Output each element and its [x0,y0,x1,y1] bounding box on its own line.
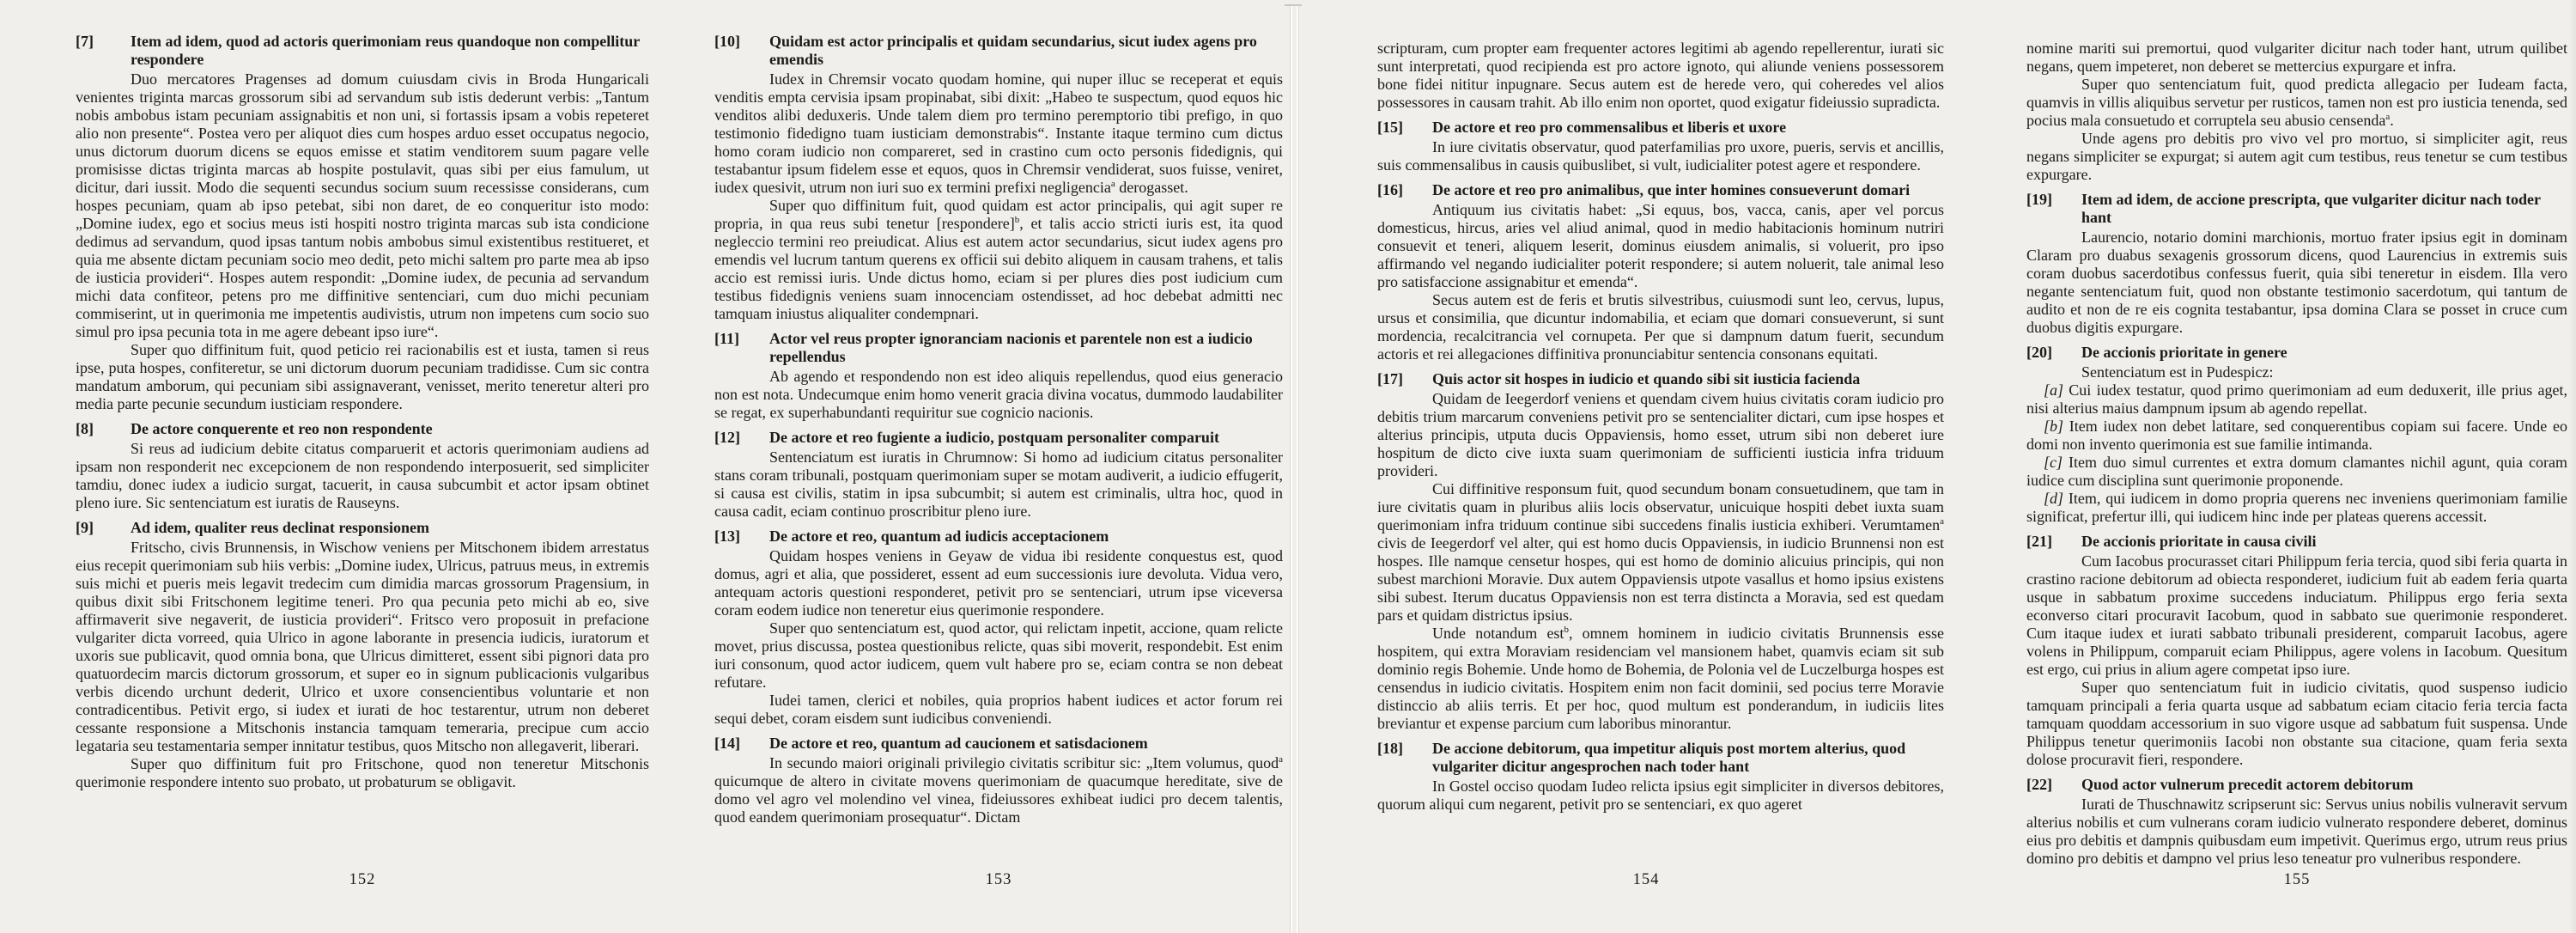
section-number: [7] [76,33,94,50]
section-heading [714,330,1283,366]
section-title: De actore et reo pro commensalibus et liberis et uxore [1432,119,1787,136]
section-number: [17] [1377,370,1403,387]
paragraph: Super quo diffinitum fuit, quod peticio rei racionabilis est et iusta, tamen si reus ipse, puta hospes, confiteretur, se uni dictorum duorum pecuniam tradidisse. Cum sic contra mandatum amborum, qui pecuniam sibi assignaverant, venisset, merito teneretur alteri pro media parte pecunie secundum iusticiam respondere. [76,341,649,412]
section-number: [11] [714,330,739,347]
page-edge-line [1297,5,1298,933]
page-column-152 [76,26,649,791]
section-number: [20] [2026,344,2052,361]
page-number: 153 [985,871,1012,888]
section-number: [15] [1377,119,1403,136]
scan-right-edge [2569,0,2576,933]
section-number: [16] [1377,181,1403,198]
section-number: [19] [2026,191,2052,208]
section-number: [14] [714,735,740,752]
section-heading [1377,181,1944,199]
section-number: [9] [76,519,94,536]
paragraph: Sentenciatum est in Pudespicz: [2081,363,2274,381]
paragraph: Antiquum ius civitatis habet: „Si equus, bos, vacca, canis, aper vel porcus domesticus, hircus, aries vel aliud animal, quod in medio habitacionis hominum nutriri consuevit et teneri, aliquem leserit, dominus eiusdem animalis, si voluerit, pro ipso affirmando vel negando iudicialiter poterit respondere; si autem noluerit, tale animal leso pro satisfaccione assignabitur et emenda“. [1377,201,1944,290]
section-heading [76,519,649,537]
paragraph: [c] Item duo simul currentes et extra domum clamantes nichil agunt, quia coram iudice cum disciplina sunt querimonie proponende. [2026,454,2567,489]
section-number: [8] [76,420,94,437]
section-title: Quod actor vulnerum precedit actorem debitorum [2081,776,2414,793]
section-number: [12] [714,429,740,446]
section-number: [10] [714,33,740,50]
section-title: De accione debitorum, qua impetitur aliquis post mortem alterius, quod vulgariter dicitur angesprochen nach toder hant [1432,740,1906,775]
page-edge-tick [1285,4,1302,6]
section-title: Ad idem, qualiter reus declinat responsionem [131,519,430,536]
section-heading [714,527,1283,546]
section-heading [2026,776,2567,794]
section-number: [21] [2026,533,2052,550]
section-title: De accionis prioritate in genere [2081,344,2287,361]
paragraph: scripturam, cum propter eam frequenter actores legitimi ab agendo repellerentur, iurati sic sunt interpretati, quod recipienda est pro actore ignoto, qui aliunde veniens possessorem bone fidei nititur inpugnare. Secus autem est de herede vero, qui coheredes vel alios possessores in causam trahit. Ab illo enim non oportet, quod exigatur fideiussio supradicta. [1377,40,1944,111]
section-title: Quis actor sit hospes in iudicio et quando sibi sit iusticia facienda [1432,370,1861,387]
section-title: Actor vel reus propter ignoranciam nacionis et parentele non est a iudicio repellendus [769,330,1253,365]
list-marker: [c] [2044,454,2063,471]
section-heading [1377,370,1944,388]
list-marker: [a] [2044,381,2064,399]
paragraph: Unde notandum est$^b$, omnem hominem in iudicio civitatis Brunnensis esse hospitem, qui extra Moraviam residenciam vel mansionem habet, quamvis eciam sit sub dominio regis Bohemie. Unde homo de Bohemia, de Polonia vel de Luczelburga hospes est censendus in iudicio civitatis. Hospitem enim non facit dominii, sed pocius terre Moravie distinccio ab aliis terris. Et per hoc, quod multum est ponderandum, in iudiciis lites breviantur et expense parcium cum laboribus minorantur. [1377,625,1944,732]
paragraph: Ab agendo et respondendo non est ideo aliquis repellendus, quod eius generacio non est nota. Undecumque enim homo venerit gracia divina vocatus, dummodo laudabiliter se regat, ex superhabundanti requiritur sue cognicio nacionis. [714,368,1283,421]
paragraph: Super quo diffinitum fuit pro Fritschone, quod non teneretur Mitschonis querimonie respondere intento suo probato, ut probaturum se obligavit. [76,755,649,790]
section-title: De actore et reo, quantum ad caucionem et satisdacionem [769,735,1148,752]
list-marker: [d] [2044,490,2064,507]
paragraph: [b] Item iudex non debet latitare, sed conquerentibus copiam sui facere. Unde eo domi non invento querimonia est sue familie intimanda. [2026,418,2567,453]
section-heading [2026,533,2567,551]
section-heading [2026,191,2567,227]
paragraph: Super quo diffinitum fuit, quod quidam est actor principalis, qui agit super re propria, in qua reus subi tenetur [respondere]$^b$, et talis accio stricti iuris est, ita quod negleccio termini reo preiudicat. Alius est autem actor secundarius, sicut iudex agens pro emendis vel lucrum tantum querens ex officii sui debito aliquem in causam trahens, et talis accio est remissi iuris. Unde dictus homo, eciam si per plures dies post iudicium cum testibus fidedignis veniens suam innocenciam ostendisset, ad hoc debebat admitti nec tamquam iniustus aliqualiter condempnari. [714,197,1283,322]
section-heading [2026,344,2567,362]
page-number: 152 [349,871,376,888]
section-title: De actore conquerente et reo non respondente [131,420,433,437]
paragraph: Cum Iacobus procurasset citari Philippum feria tercia, quod sibi feria quarta in crastino racione debitorum ad obiecta responderet, iudicium fuit ab eadem feria quarta usque in sabbatum proxime succedens induciatum. Philippus ergo feria sexta econverso citari procuravit Iacobum, quod in sabbato sue querimonie responderet. Cum itaque iudex et iurati sabbato tribunali presiderent, comparuit Iacobus, agere volens in Philippum, comparuit eciam Philippus, agere volens in Iacobum. Quesitum est ergo, cui prius in alium agere competat ipso iure. [2026,552,2567,678]
paragraph: Super quo sentenciatum fuit in iudicio civitatis, quod suspenso iudicio tamquam principali a feria quarta usque ad sabbatum eciam citacio feria tercia facta tamquam quoddam accessorium in suo vigore usque ad sabbatum fuit suspensa. Unde Philippus tenetur querimoniis Iacobi non obstante sua citacione, quam feria sexta dolose procuravit fieri, respondere. [2026,679,2567,768]
paragraph: In secundo maiori originali privilegio civitatis scribitur sic: „Item volumus, quod$^a$ quicumque de altero in civitate movens querimoniam de quacumque hereditate, sive de domo vel agro vel molendino vel vinea, fideiussores exhibeat iudici pro decem talentis, quod eandem querimoniam prosequatur“. Dictam [714,754,1283,826]
paragraph: Laurencio, notario domini marchionis, mortuo frater ipsius egit in dominam Claram pro duabus sexagenis grossorum dicens, quod Laurencius in extremis suis coram duobus sacerdotibus confessus fuerit, quia sibi teneretur in eisdem. Illa vero negante sentenciatum fuit, quod non obstante testimonio sacerdotum, qui tantum de audito et non de re eis cognita testabantur, ipsa domina Clara se posset in cruce cum duobus digitis expurgare. [2026,229,2567,336]
paragraph: Si reus ad iudicium debite citatus comparuerit et actoris querimoniam audiens ad ipsam non responderit nec excepcionem de non respondendo interposuerit, sed simpliciter tamdiu, donec iudex a iudicio surgat, tacuerit, in causa subcumbit et actor ipsam obtinet pleno iure. Sic sentenciatum est iuratis de Rauseyns. [76,440,649,511]
section-heading [714,429,1283,447]
paragraph: Sentenciatum est iuratis in Chrumnow: Si homo ad iudicium citatus personaliter stans coram tribunali, postquam querimoniam super se motam audiverit, a iudicio effugerit, si causa est civilis, statim in ipsa subcumbit; si autem est criminalis, ultra hoc, quod in causa cadit, eciam continuo proscribitur pleno iure. [714,448,1283,520]
page-number: 154 [1632,871,1660,888]
page-column-155 [2026,40,2567,868]
section-heading [714,735,1283,753]
page-column-153 [714,26,1283,826]
paragraph: In Gostel occiso quodam Iudeo relicta ipsius egit simpliciter in diversos debitores, quorum aliqui cum negarent, petivit pro se sentenciari, ex quo ageret [1377,778,1944,813]
section-number: [18] [1377,740,1403,757]
section-title: Item ad idem, quod ad actoris querimoniam reus quandoque non compellitur respondere [131,33,640,68]
section-heading [1377,119,1944,137]
paragraph: Duo mercatores Pragenses ad domum cuiusdam civis in Broda Hungaricali venientes triginta marcas grossorum sibi ad servandum sub istis dederunt verbis: „Tantum nobis ambobus istam pecuniam assignabitis et non uni, si fortassis ipsam a vobis repeteret alio non presente“. Postea vero per aliquot dies cum hospes arduo esset occupatus negocio, unus dictorum duorum dicens se equos emisse et statim venditorem suum pagare velle promisisse dictas triginta marcas ab hospite postulavit, quas sibi per eius famulum, ut dicitur, dari iussit. Modo die sequenti secundus socium suum recessisse considerans, cum hospes pecuniam, quam ab ipso petebat, sibi non daret, de eo conqueritur isto modo: „Domine iudex, ego et socius meus isti hospiti nostro triginta marcas sub ista condicione dedimus ad servandum, quod ipsas tantum nobis ambobus simul existentibus restitueret, et quia me absente dictam pecuniam socio meo dedit, peto michi saltem pro parte mea ab ipso de iusticia provideri“. Hospes autem respondit: „Domine iudex, de pecunia ad servandum michi data confiteor, petens pro me diffinitive sentenciari, cum duo michi pecuniam commiserint, ut in querimonia me impetentis audivistis, utrum non impetens cum socio suo simul pro ipsa pecunia tota in me agere debeant ipso iure“. [76,70,649,340]
section-title: De actore et reo pro animalibus, que inter homines consueverunt domari [1432,181,1911,198]
paragraph: Iudei tamen, clerici et nobiles, quia proprios habent iudices et actor forum rei sequi debet, coram eisdem sunt iudicibus conveniendi. [714,692,1283,727]
section-title: De actore et reo, quantum ad iudicis acceptacionem [769,527,1109,545]
paragraph: Iudex in Chremsir vocato quodam homine, qui nuper illuc se receperat et equis venditis empta cervisia ipsam propinabat, sibi dixit: „Habeo te suspectum, quod equos hic venditos alibi deduxeris. Unde talem diem pro termino peremptorio tibi prefigo, in quo testimonio fidedigno tuam iusticiam demonstrabis“. Instante itaque termino cum dictus homo coram iudicio non compareret, sed in crastino cum octo personis fidedignis, qui testabantur ipsum fidelem esse et equos, quos in Chremsir vendiderat, suos fuisse, veniret, iudex quesivit, utrum non iuri suo ex termini prefixi negligencia$^a$ derogasset. [714,70,1283,196]
section-title: De actore et reo fugiente a iudicio, postquam personaliter comparuit [769,429,1219,446]
paragraph: Cui diffinitive responsum fuit, quod secundum bonam consuetudinem, que tam in iure civitatis quam in pluribus aliis locis observatur, unicuique hospiti debet iuxta suam querimoniam infra triduum continue sibi succedens finalis iusticia exhiberi. Verumtamen$^a$ civis de Ieegerdorf vel alter, qui est homo ducis Oppaviensis, in iudicio Brunnensi non est hospes. Ille namque censetur hospes, qui est homo de dominio alicuius principis, qui non subest marchioni Moravie. Dux autem Oppaviensis utpote vasallus et homo ipsius existens sibi subest. Iterum ducatus Oppaviensis non est terra distincta a Moravia, sed est quedam pars et quidam districtus ipsius. [1377,480,1944,624]
paragraph: Secus autem est de feris et brutis silvestribus, cuiusmodi sunt leo, cervus, lupus, ursus et consimilia, que dicuntur indomabilia, et eciam que domari consueverunt, si sunt mordencia, recalcitrancia vel cornupeta. Per que si dampnum datum fuerit, secundum actoris et rei allegaciones diffinitiva pronunciabitur sentencia consonans equitati. [1377,291,1944,363]
paragraph: Iurati de Thuschnawitz scripserunt sic: Servus unius nobilis vulneravit servum alterius nobilis et cum vulnerans coram iudicio vulnerato respondere deberet, dominus eius pro debitis et dampnis quibusdam eum impetivit. Querimus ergo, utrum reus prius domino pro debitis et dampno vel prius leso teneatur pro vulneribus respondere. [2026,796,2567,867]
page-number: 155 [2283,871,2311,888]
paragraph: Quidam de Ieegerdorf veniens et quendam civem huius civitatis coram iudicio pro debitis trium marcarum conveniens petivit pro se sentencialiter dictari, cum ipse hospes et alterius principis, utputa ducis Oppaviensis, homo esset, utrum sibi non deberet iure hospitum de dicto cive iuxta suam querimoniam de sufficienti iusticia infra triduum provideri. [1377,390,1944,479]
section-title: Item ad idem, de accione prescripta, que vulgariter dicitur nach toder hant [2081,191,2541,226]
section-heading [1377,740,1944,776]
paragraph: Super quo sentenciatum est, quod actor, qui relictam inpetit, accione, quam relicte movet, prius discussa, postea questionibus relicte, quas sibi moverit, respondebit. Est enim iuri consonum, quod actor iudicem, quem vult habere pro se, eciam contra se non debeat refutare. [714,619,1283,691]
section-number: [13] [714,527,740,545]
page-edge-line [1291,5,1292,933]
paragraph: [d] Item, qui iudicem in domo propria querens nec inveniens querimoniam familie significat, prefertur illi, qui iudicem hinc inde per plateas querens accessit. [2026,490,2567,525]
list-marker: [b] [2044,418,2064,435]
section-heading [714,33,1283,69]
section-heading [76,33,649,69]
section-title: Quidam est actor principalis et quidam secundarius, sicut iudex agens pro emendis [769,33,1257,68]
paragraph: Fritscho, civis Brunnensis, in Wischow veniens per Mitschonem ibidem arrestatus eius recepit querimoniam sub hiis verbis: „Domine iudex, Ulricus, patruus meus, in extremis suis michi et pueris meis legavit tredecim cum dimidia marcas grossorum Pragensium, in quibus dixit sibi Fritschonem legitime teneri. Pro qua pecunia peto michi ab eo, sive affirmaverit sive negaverit, de iusticia provideri“. Fritsco vero proposuit in prefacione vulgariter dicta vorreed, quia Ulrico in agone laborante in presencia iudicis, iuratorum et uxoris sue publicavit, quod omnia bona, que Ulricus dimitteret, essent sibi pignori data pro quatuordecim marcis dictorum grossorum, et super eo in signum publicacionis vulgaribus verbis dicendo urchunt dederit, Ulrico et uxore consencientibus voluntarie et non contradicentibus. Petivit ergo, si iudex et iurati de hoc testarentur, utrum non deberet cessante responsione a Mitschonis instancia tamquam temeraria, precipue cum accio legataria seu testamentaria semper innitatur testibus, quos Mitscho non allegaverit, liberari. [76,539,649,754]
page-column-154 [1377,40,1944,814]
section-number: [22] [2026,776,2052,793]
paragraph: [a] Cui iudex testatur, quod primo querimoniam ad eum deduxerit, ille prius aget, nisi alterius maius dampnum ipsum ab agendo repellat. [2026,381,2567,417]
section-heading [76,420,649,438]
paragraph: Quidam hospes veniens in Geyaw de vidua ibi residente conquestus est, quod domus, agri et alia, que possideret, essent ad eum successionis iure devoluta. Vidua vero, antequam actoris questioni responderet, petivit pro se sentenciari, utrum ipse viceversa coram eodem iudice non teneretur eius querimonie respondere. [714,547,1283,619]
paragraph: Unde agens pro debitis pro vivo vel pro mortuo, si simpliciter agit, reus negans simpliciter se expurgat; si autem agit cum testibus, reus tenetur se cum testibus expurgare. [2026,130,2567,183]
section-title: De accionis prioritate in causa civili [2081,533,2317,550]
paragraph: Super quo sentenciatum fuit, quod predicta allegacio per Iudeam facta, quamvis in villis aliquibus servetur per rusticos, tamen non est pro iusticia tenenda, sed pocius mala consuetudo et corruptela seu abusio censenda$^a$. [2026,76,2567,129]
paragraph: In iure civitatis observatur, quod paterfamilias pro uxore, pueris, servis et ancillis, suis commensalibus in causis quibuslibet, si vult, iudicialiter potest agere et respondere. [1377,138,1944,174]
paragraph: nomine mariti sui premortui, quod vulgariter dicitur nach toder hant, utrum quilibet negans, quem impeteret, non deberet se mettercius expurgare et infra. [2026,40,2567,75]
